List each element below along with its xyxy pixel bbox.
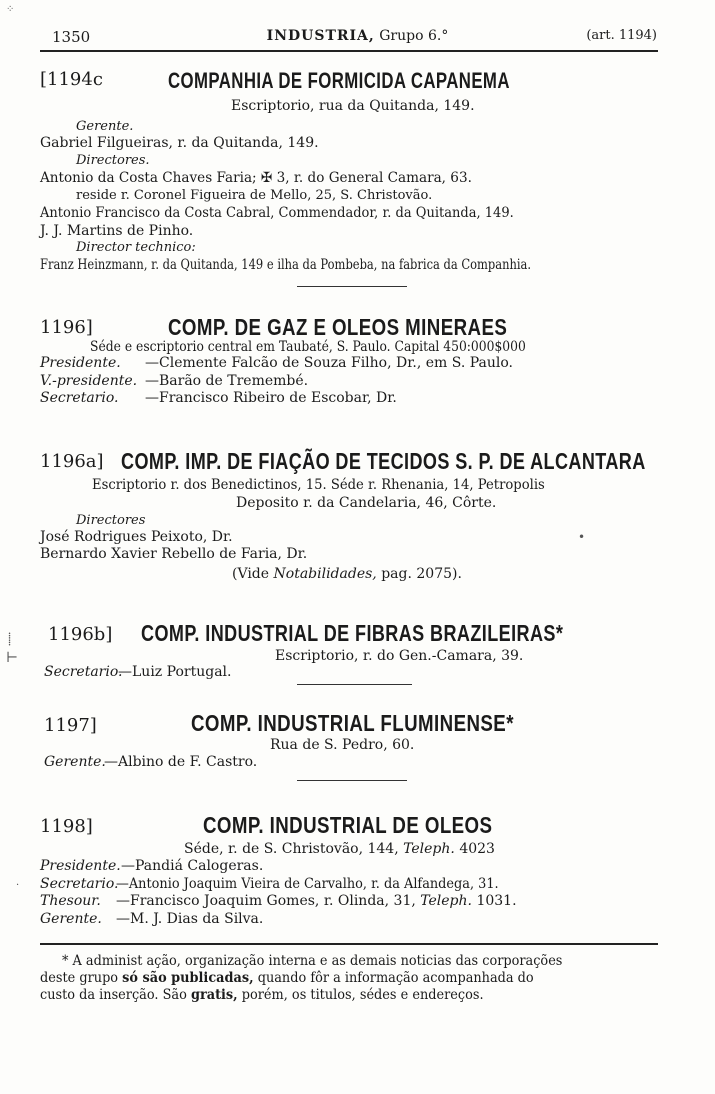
role-label: Directores. [76, 153, 150, 168]
entry-line: —Antonio Joaquim Vieira de Carvalho, r. da Alfandega, 31. [116, 876, 499, 892]
running-title-group: Grupo 6.° [379, 28, 449, 44]
cross-reference-prefix: (Vide [232, 566, 270, 582]
entry-line: Antonio da Costa Chaves Faria; ✠ 3, r. do General Camara, 63. [40, 170, 472, 186]
page-number: 1350 [52, 28, 91, 46]
entry-line: Deposito r. da Candelaria, 46, Côrte. [236, 495, 497, 511]
footnote-text: quando fôr a informação acompanhada do [257, 970, 534, 986]
scan-speck: ⸽ [8, 632, 12, 646]
footnote-line: * A administ ação, organização interna e as demais noticias das corporações [62, 953, 563, 969]
entry-line: Escriptorio, rua da Quitanda, 149. [231, 98, 475, 114]
telephone-label: Teleph. [403, 841, 455, 857]
role-label: Presidente. [40, 355, 121, 371]
entry-line [184, 841, 495, 857]
footnote-emphasis: só são publicadas, [122, 970, 254, 986]
scan-speck: ⁘ [6, 4, 15, 15]
entry-title: COMP. INDUSTRIAL DE OLEOS [203, 812, 493, 839]
entry-line: —Barão de Tremembé. [145, 373, 309, 389]
entry-number: 1196] [40, 317, 93, 338]
entry-line: —Clemente Falcão de Souza Filho, Dr., em S. Paulo. [145, 355, 513, 371]
entry-line: J. J. Martins de Pinho. [40, 223, 194, 239]
role-label: Secretario. [40, 876, 119, 892]
scan-speck: · [16, 880, 20, 891]
entry-line: Rua de S. Pedro, 60. [270, 737, 415, 753]
footnote-text: custo da inserção. São [40, 987, 187, 1003]
scan-speck: • [578, 530, 586, 544]
running-title-bold: INDUSTRIA, [266, 28, 375, 44]
telephone-number: 4023 [459, 841, 495, 857]
entry-separator [297, 286, 407, 287]
entry-line-text: —Francisco Joaquim Gomes, r. Olinda, 31, [116, 893, 416, 909]
entry-line: Séde e escriptorio central em Taubaté, S. Paulo. Capital 450:000$000 [90, 339, 526, 355]
footnote-emphasis: gratis, [190, 987, 238, 1003]
footnote-rule [40, 943, 658, 945]
role-label: Gerente. [40, 911, 102, 927]
entry-title: COMP. DE GAZ E OLEOS MINERAES [168, 314, 508, 341]
role-label: Secretario. [44, 664, 123, 680]
entry-line: José Rodrigues Peixoto, Dr. [40, 529, 233, 545]
footnote-text: porém, os titulos, sédes e endereços. [241, 987, 484, 1003]
entry-line: —Francisco Ribeiro de Escobar, Dr. [145, 390, 397, 406]
cross-reference-page: pag. 2075). [381, 566, 462, 582]
entry-line: reside r. Coronel Figueira de Mello, 25, S. Christovão. [76, 188, 433, 203]
entry-line: —Pandiá Calogeras. [121, 858, 264, 874]
entry-title: COMPANHIA DE FORMICIDA CAPANEMA [168, 69, 510, 94]
telephone-label: Teleph. [420, 893, 472, 909]
entry-number: 1197] [44, 715, 97, 736]
margin-mark: ⊢ [6, 650, 19, 666]
entry-separator [297, 780, 407, 781]
article-reference: (art. 1194) [586, 28, 657, 43]
role-label: Directores [76, 513, 146, 528]
entry-line: —M. J. Dias da Silva. [116, 911, 264, 927]
entry-title: COMP. INDUSTRIAL FLUMINENSE* [191, 710, 514, 737]
entry-line: Escriptorio r. dos Benedictinos, 15. Séde r. Rhenania, 14, Petropolis [92, 477, 545, 493]
cross-reference [232, 566, 462, 582]
entry-line: Bernardo Xavier Rebello de Faria, Dr. [40, 546, 308, 562]
footnote-line [40, 987, 484, 1003]
entry-title: COMP. IMP. DE FIAÇÃO DE TECIDOS S. P. DE ALCANTARA [121, 448, 646, 475]
entry-line: Escriptorio, r. do Gen.-Camara, 39. [275, 648, 524, 664]
entry-line [116, 893, 517, 909]
entry-number: [1194c [40, 69, 103, 90]
entry-line: Gabriel Filgueiras, r. da Quitanda, 149. [40, 135, 319, 151]
role-label: Gerente. [76, 119, 134, 134]
role-label: Director technico: [76, 240, 196, 255]
telephone-number: 1031. [476, 893, 517, 909]
role-label: Presidente. [40, 858, 121, 874]
address-text: Séde, r. de S. Christovão, 144, [184, 841, 399, 857]
role-label: Secretario. [40, 390, 119, 406]
entry-number: 1196a] [40, 451, 104, 472]
entry-line: Antonio Francisco da Costa Cabral, Commendador, r. da Quitanda, 149. [40, 205, 514, 221]
role-label: Gerente. [44, 754, 106, 770]
role-label: V.-presidente. [40, 373, 138, 389]
entry-separator [297, 684, 412, 685]
header-rule [40, 50, 658, 52]
entry-number: 1198] [40, 816, 93, 837]
entry-line: —Luiz Portugal. [118, 664, 232, 680]
entry-title: COMP. INDUSTRIAL DE FIBRAS BRAZILEIRAS* [141, 620, 564, 647]
entry-line: Franz Heinzmann, r. da Quitanda, 149 e ilha da Pombeba, na fabrica da Companhia. [40, 257, 532, 273]
footnote-text: deste grupo [40, 970, 119, 986]
entry-line: —Albino de F. Castro. [104, 754, 258, 770]
role-label: Thesour. [40, 893, 101, 909]
footnote-line [40, 970, 534, 986]
entry-number: 1196b] [48, 624, 113, 645]
cross-reference-section: Notabilidades, [273, 566, 377, 582]
